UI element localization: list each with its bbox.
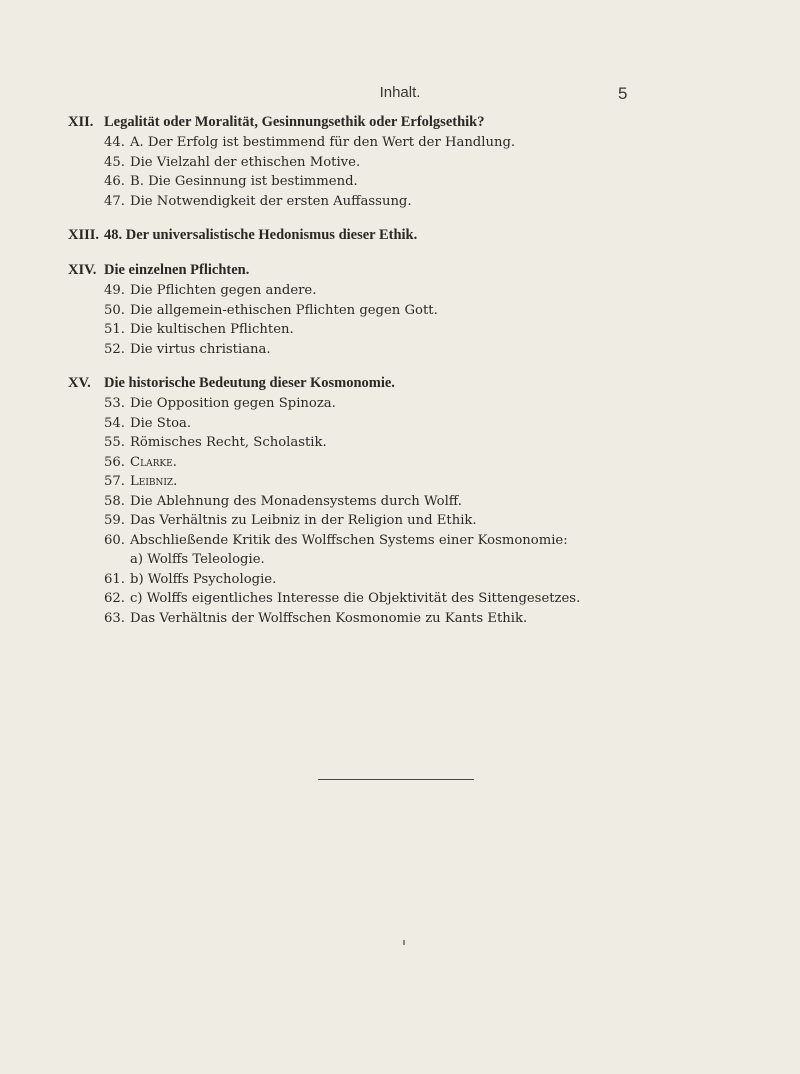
section-number: XII. [68, 114, 94, 130]
toc-entry [68, 340, 708, 360]
toc-section-xv [68, 373, 708, 628]
entry-number: 53. [104, 396, 125, 411]
entry-number: 47. [104, 193, 125, 209]
paper-speck [403, 940, 405, 945]
toc-entry [68, 453, 708, 473]
entry-number: 45. [104, 154, 125, 170]
entry-number: 58. [104, 493, 125, 509]
section-title: Legalität oder Moralität, Gesinnungsethik oder Erfolgsethik? [104, 114, 485, 130]
toc-entry [68, 394, 708, 414]
section-heading [68, 225, 708, 246]
toc-entry [68, 281, 708, 301]
toc-entry [68, 570, 708, 590]
section-title: Die einzelnen Pflichten. [104, 262, 250, 278]
entry-text: Die allgemein-ethischen Pflichten gegen Gott. [130, 302, 438, 318]
entry-number: 60. [104, 532, 125, 548]
toc-entry [68, 531, 708, 551]
running-head: Inhalt. [379, 84, 421, 101]
entry-text: Die Stoa. [130, 415, 192, 431]
table-of-contents [68, 112, 708, 642]
entry-number: 61. [104, 571, 125, 587]
entry-number: 62. [104, 591, 125, 606]
toc-entry [68, 172, 708, 192]
section-number: XIII. [68, 227, 100, 243]
section-heading [68, 373, 708, 394]
entry-text: B. Die Gesinnung ist bestimmend. [130, 174, 358, 189]
entry-number: 46. [104, 174, 125, 189]
entry-text: Abschließende Kritik des Wolffschen Systems einer Kosmonomie: [130, 532, 568, 548]
section-number: XV. [68, 375, 91, 391]
section-number: XIV. [68, 262, 97, 278]
entry-number: 59. [104, 513, 125, 528]
entry-text: Die Ablehnung des Monadensystems durch Wolff. [130, 493, 462, 509]
toc-entry [68, 433, 708, 453]
toc-entry [68, 133, 708, 153]
entry-number: 50. [104, 302, 125, 318]
entry-text: Das Verhältnis zu Leibniz in der Religion und Ethik. [130, 513, 477, 528]
entry-text: Die Opposition gegen Spinoza. [130, 396, 336, 411]
entry-text: Die Notwendigkeit der ersten Auffassung. [130, 193, 412, 209]
entry-number: 55. [104, 435, 125, 450]
toc-entry [68, 609, 708, 629]
entry-text: Römisches Recht, Scholastik. [130, 435, 327, 450]
toc-section-xiv [68, 260, 708, 359]
toc-entry [68, 492, 708, 512]
toc-entry [68, 511, 708, 531]
entry-text: Das Verhältnis der Wolffschen Kosmonomie zu Kants Ethik. [130, 610, 528, 626]
page-number: 5 [618, 84, 628, 103]
section-heading [68, 112, 708, 133]
entry-text: Die kultischen Pflichten. [130, 322, 294, 337]
entry-number: 63. [104, 610, 125, 626]
entry-text: Die Pflichten gegen andere. [130, 283, 317, 298]
toc-section-xiii [68, 225, 708, 246]
entry-number: 52. [104, 341, 125, 357]
entry-number: 54. [104, 415, 125, 431]
entry-text: Clarke. [130, 454, 177, 470]
toc-entry [68, 153, 708, 173]
entry-text: A. Der Erfolg ist bestimmend für den Wert der Handlung. [130, 135, 516, 150]
section-title: 48. Der universalistische Hedonismus dieser Ethik. [104, 227, 418, 243]
toc-entry [68, 414, 708, 434]
toc-entry [68, 589, 708, 609]
toc-section-xii [68, 112, 708, 211]
section-title: Die historische Bedeutung dieser Kosmonomie. [104, 375, 395, 391]
entry-text: Die Vielzahl der ethischen Motive. [130, 154, 361, 170]
entry-number: 56. [104, 454, 125, 470]
entry-text: Die virtus christiana. [130, 341, 271, 357]
entry-text: c) Wolffs eigentliches Interesse die Objektivität des Sittengesetzes. [130, 591, 581, 606]
entry-text: Leibniz. [130, 474, 178, 489]
entry-text: b) Wolffs Psychologie. [130, 571, 277, 587]
toc-entry [68, 301, 708, 321]
toc-entry [68, 192, 708, 212]
section-divider [318, 779, 474, 780]
toc-entry [68, 472, 708, 492]
section-heading [68, 260, 708, 281]
entry-number: 44. [104, 135, 125, 150]
toc-subentry: a) Wolffs Teleologie. [130, 552, 265, 567]
entry-number: 57. [104, 474, 125, 489]
toc-entry [68, 320, 708, 340]
entry-number: 49. [104, 283, 125, 298]
entry-number: 51. [104, 322, 125, 337]
